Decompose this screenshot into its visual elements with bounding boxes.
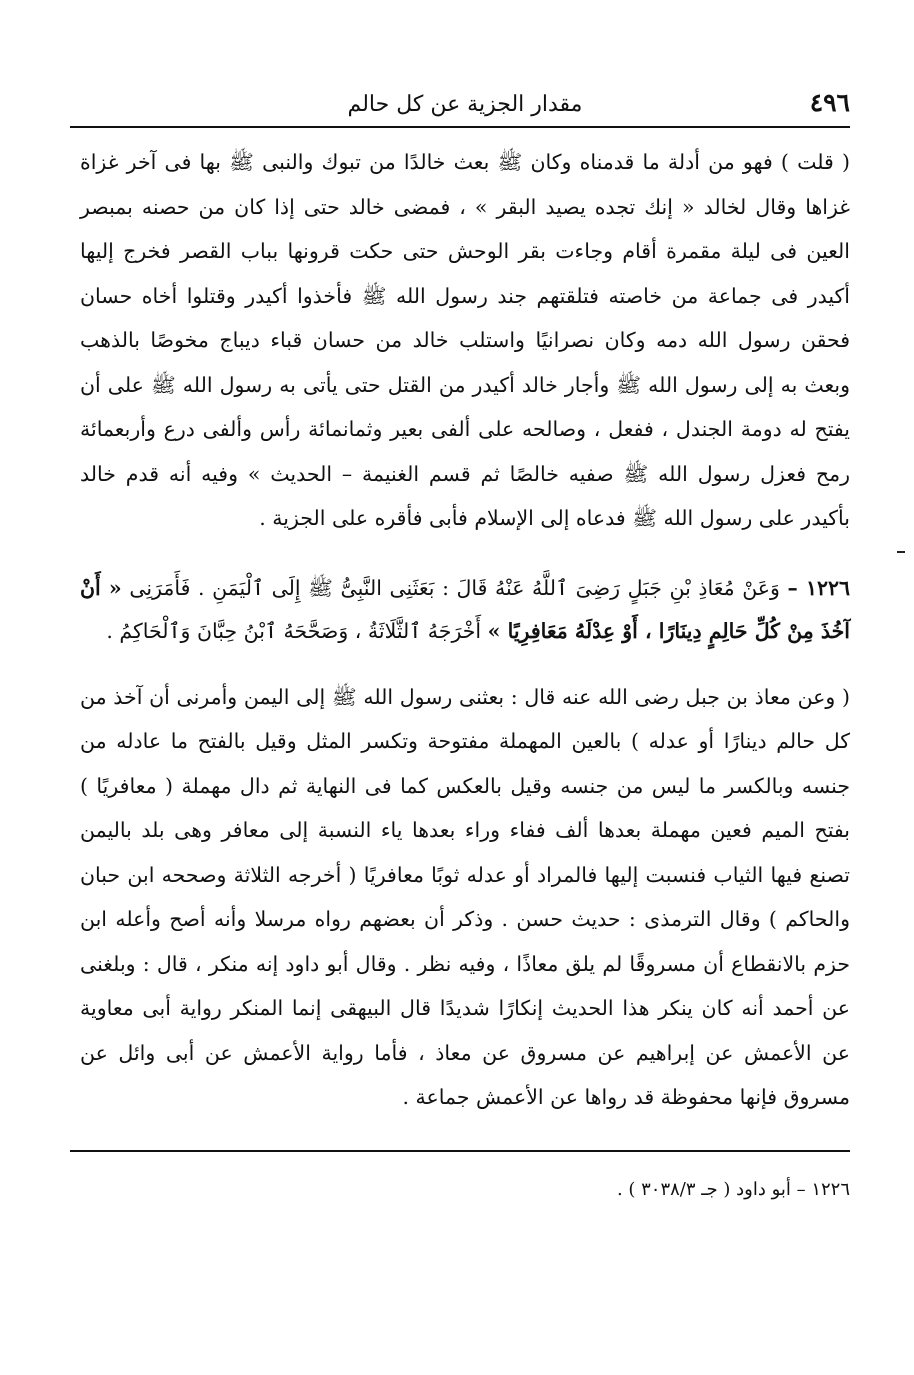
hadith-intro: وَعَنْ مُعَاذِ بْنِ جَبَلٍ رَضِىَ ٱللَّهُ عَنْهُ قَالَ : بَعَثَنِى النَّبِىُّ ﷺ إِلَى ٱلْيَمَنِ . فَأَمَرَنِى [129, 575, 780, 600]
book-page [80, 82, 850, 1222]
hadith-ending: أَخْرَجَهُ ٱلثَّلَاثَةُ ، وَصَحَّحَهُ ٱبْنُ حِبَّانَ وَٱلْحَاكِمُ . [106, 618, 482, 643]
commentary-paragraph: ( قلت ) فهو من أدلة ما قدمناه وكان ﷺ بعث خالدًا من تبوك والنبى ﷺ بها فى آخر غزاة غزاها وقال لخالد « إنك تجده يصيد البقر » ، فمضى خالد حتى إذا كان من حصنه بمبصر العين فى ليلة مقمرة أقام وجاءت بقر الوحش حتى حكت قرونها بباب القصر فخرج إليها أكيدر فى جماعة من خاصته فتلقتهم جند رسول الله ﷺ فأخذوا أكيدر وقتلوا أخاه حسان فحقن رسول الله دمه وكان نصرانيًا واستلب خالد من حسان قباء ديباج مخوصًا بالذهب وبعث به إلى رسول الله ﷺ وأجار خالد أكيدر من القتل حتى يأتى به رسول الله ﷺ على أن يفتح له دومة الجندل ، ففعل ، وصالحه على ألفى بعير وثمانمائة رأس وألفى درع وأربعمائة رمح فعزل رسول الله ﷺ صفيه خالصًا ثم قسم الغنيمة – الحديث » وفيه أنه قدم خالد بأكيدر على رسول الله ﷺ فدعاه إلى الإسلام فأبى فأقره على الجزية . [80, 150, 850, 530]
header-rule [70, 126, 850, 128]
hadith-number: ١٢٢٦ – [787, 575, 850, 600]
footnote: ١٢٢٦ – أبو داود ( جـ ٣٠٣٨/٣ ) . [616, 1178, 850, 1200]
footnote-rule [70, 1150, 850, 1152]
running-title: مقدار الجزية عن كل حالم [347, 92, 583, 117]
hadith-text [80, 567, 850, 653]
commentary-paragraph: ( وعن معاذ بن جبل رضى الله عنه قال : بعثنى رسول الله ﷺ إلى اليمن وأمرنى أن آخذ من كل حالم دينارًا أو عدله ) بالعين المهملة مفتوحة وتكسر المثل وقيل بالفتح ما عادله من جنسه وبالكسر ما ليس من جنسه وقيل بالعكس كما فى النهاية ثم دال مهملة ( معافريًا ) بفتح الميم فعين مهملة بعدها ألف ففاء وراء بعدها ياء النسبة إلى معافر وهى بلد باليمن تصنع فيها الثياب فنسبت إليها فالمراد أو عدله ثوبًا معافريًا ( أخرجه الثلاثة وصححه ابن حبان والحاكم ) وقال الترمذى : حديث حسن . وذكر أن بعضهم رواه مرسلا وأنه أصح وأعله ابن حزم بالانقطاع أن مسروقًا لم يلق معاذًا ، وفيه نظر . وقال أبو داود إنه منكر ، قال : وبلغنى عن أحمد أنه كان ينكر هذا الحديث إنكارًا شديدًا قال البيهقى إنما المنكر رواية أبى معاوية عن الأعمش عن إبراهيم عن مسروق عن معاذ ، فأما رواية الأعمش عن أبى وائل عن مسروق فإنها محفوظة قد رواها عن الأعمش جماعة . [80, 684, 850, 1109]
page-number: ٤٩٦ [809, 88, 850, 117]
page-header [80, 82, 850, 126]
margin-mark [897, 551, 905, 553]
hadith-quote: « أَنْ آخُذَ مِنْ كُلِّ حَالِمٍ دِينَارًا ، أَوْ عِدْلَهُ مَعَافِرِيًا » [80, 575, 850, 643]
